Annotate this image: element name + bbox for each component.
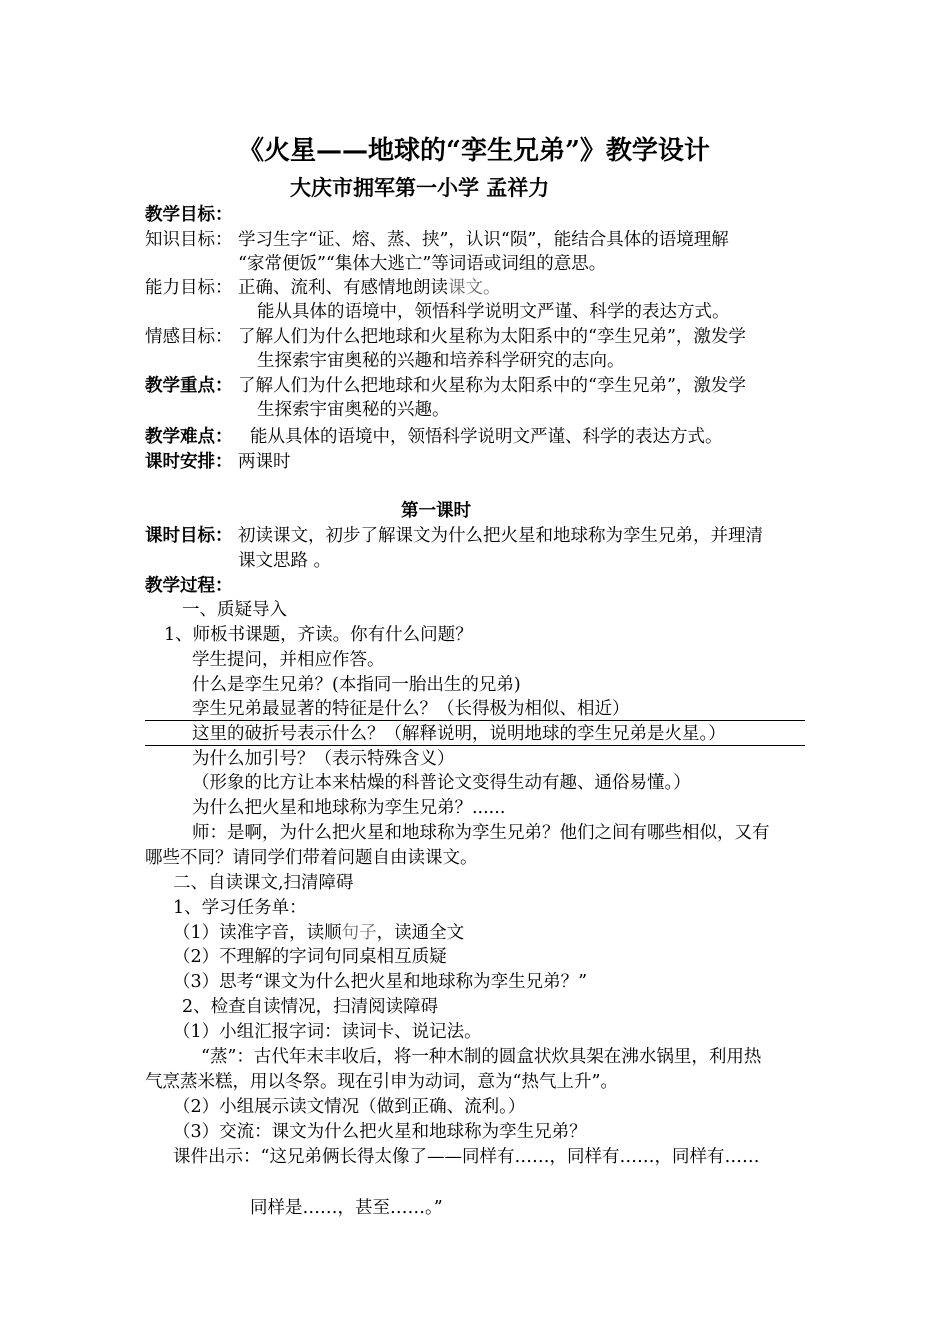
- section-2-item-2: 2、检查自读情况，扫清阅读障碍: [182, 997, 439, 1017]
- underline-rule-2: [145, 745, 805, 746]
- section-1-line-f: （形象的比方让本来枯燥的科普论文变得生动有趣、通俗易懂。）: [192, 773, 691, 793]
- focus-label: 教学重点：: [145, 376, 233, 396]
- section-1-line-b: 什么是孪生兄弟？(本指同一胎出生的兄弟): [192, 675, 521, 695]
- section-1-line-a: 学生提问，并相应作答。: [192, 650, 385, 670]
- schedule-label: 课时安排：: [145, 452, 233, 472]
- ability-goal-label: 能力目标：: [145, 278, 233, 298]
- section-1-line-h1: 师：是啊，为什么把火星和地球称为孪生兄弟？他们之间有哪些相似，又有: [192, 823, 770, 843]
- check-1: （1）小组汇报字词：读词卡、说记法。: [173, 1022, 482, 1042]
- knowledge-goal-line-2: “家常便饭”“集体大逃亡”等词语或词组的意思。: [238, 254, 607, 274]
- task-2: （2）不理解的字词句同桌相互质疑: [173, 947, 447, 967]
- ability-goal-line-2: 能从具体的语境中，领悟科学说明文严谨、科学的表达方式。: [257, 302, 730, 322]
- focus-line-1: 了解人们为什么把地球和火星称为太阳系中的“孪生兄弟”，激发学: [238, 376, 746, 396]
- courseware-line-2: 同样是……，甚至……。”: [250, 1198, 443, 1218]
- section-1-line-h2: 哪些不同？请同学们带着问题自由读课文。: [145, 848, 478, 868]
- task-3: （3）思考“课文为什么把火星和地球称为孪生兄弟？”: [173, 972, 588, 992]
- zheng-explanation-line-2: 气烹蒸米糕，用以冬祭。现在引申为动词，意为“热气上升”。: [145, 1072, 618, 1092]
- emotion-goal-label: 情感目标：: [145, 327, 233, 347]
- knowledge-goal-line-1: 学习生字“证、熔、蒸、挟”，认识“陨”，能结合具体的语境理解: [238, 230, 729, 250]
- lesson-goal-line-2: 课文思路 。: [238, 551, 332, 571]
- lesson-heading: 第一课时: [401, 501, 471, 521]
- emotion-goal-line-1: 了解人们为什么把地球和火星称为太阳系中的“孪生兄弟”，激发学: [238, 327, 746, 347]
- emotion-goal-line-2: 生探索宇宙奥秘的兴趣和培养科学研究的志向。: [257, 351, 625, 371]
- section-2-title: 二、自读课文,扫清障碍: [173, 873, 354, 893]
- process-label: 教学过程：: [145, 576, 233, 596]
- difficulty-text: 能从具体的语境中，领悟科学说明文严谨、科学的表达方式。: [250, 427, 723, 447]
- schedule-text: 两课时: [238, 452, 291, 472]
- task-1-text-c: ，读通全文: [376, 923, 465, 943]
- document-title: 《火星——地球的“孪生兄弟”》教学设计: [238, 136, 710, 166]
- author-line: 大庆市拥军第一小学 孟祥力: [290, 175, 550, 200]
- lesson-goal-label: 课时目标：: [145, 526, 233, 546]
- section-1-line-e: 为什么加引号？（表示特殊含义）: [192, 749, 455, 769]
- section-2-item-1: 1、学习任务单：: [173, 898, 307, 918]
- ability-goal-period: 。: [483, 278, 501, 298]
- courseware-line-1: 课件出示：“这兄弟俩长得太像了——同样有……，同样有……，同样有……: [173, 1147, 760, 1167]
- ability-goal-link-word: 课文: [448, 278, 483, 298]
- section-1-line-d: 这里的破折号表示什么？（解释说明，说明地球的孪生兄弟是火星。）: [192, 724, 726, 744]
- check-2: （2）小组展示读文情况（做到正确、流利。）: [173, 1097, 526, 1117]
- difficulty-label: 教学难点：: [145, 427, 233, 447]
- knowledge-goal-label: 知识目标：: [145, 230, 233, 250]
- task-1: [173, 921, 464, 945]
- section-1-item-1: 1、师板书课题，齐读。你有什么问题？: [164, 625, 473, 645]
- goals-heading: 教学目标：: [145, 205, 233, 225]
- underline-rule-1: [145, 720, 805, 721]
- zheng-explanation-line-1: “蒸”：古代年末丰收后，将一种木制的圆盒状炊具架在沸水锅里，利用热: [201, 1047, 762, 1067]
- section-1-line-g: 为什么把火星和地球称为孪生兄弟？......: [192, 798, 506, 818]
- ability-goal-text: 正确、流利、有感情地朗读: [238, 278, 448, 298]
- task-1-text-a: （1）读准字音，读顺: [173, 923, 342, 943]
- ability-goal-line-1: [238, 276, 501, 300]
- section-1-line-c: 孪生兄弟最显著的特征是什么？（长得极为相似、相近）: [192, 699, 630, 719]
- lesson-goal-line-1: 初读课文，初步了解课文为什么把火星和地球称为孪生兄弟，并理清: [238, 526, 763, 546]
- task-1-link-word: 句子: [341, 923, 377, 943]
- section-1-title: 一、质疑导入: [182, 600, 287, 620]
- focus-line-2: 生探索宇宙奥秘的兴趣。: [257, 400, 450, 420]
- check-3: （3）交流：课文为什么把火星和地球称为孪生兄弟？: [173, 1122, 587, 1142]
